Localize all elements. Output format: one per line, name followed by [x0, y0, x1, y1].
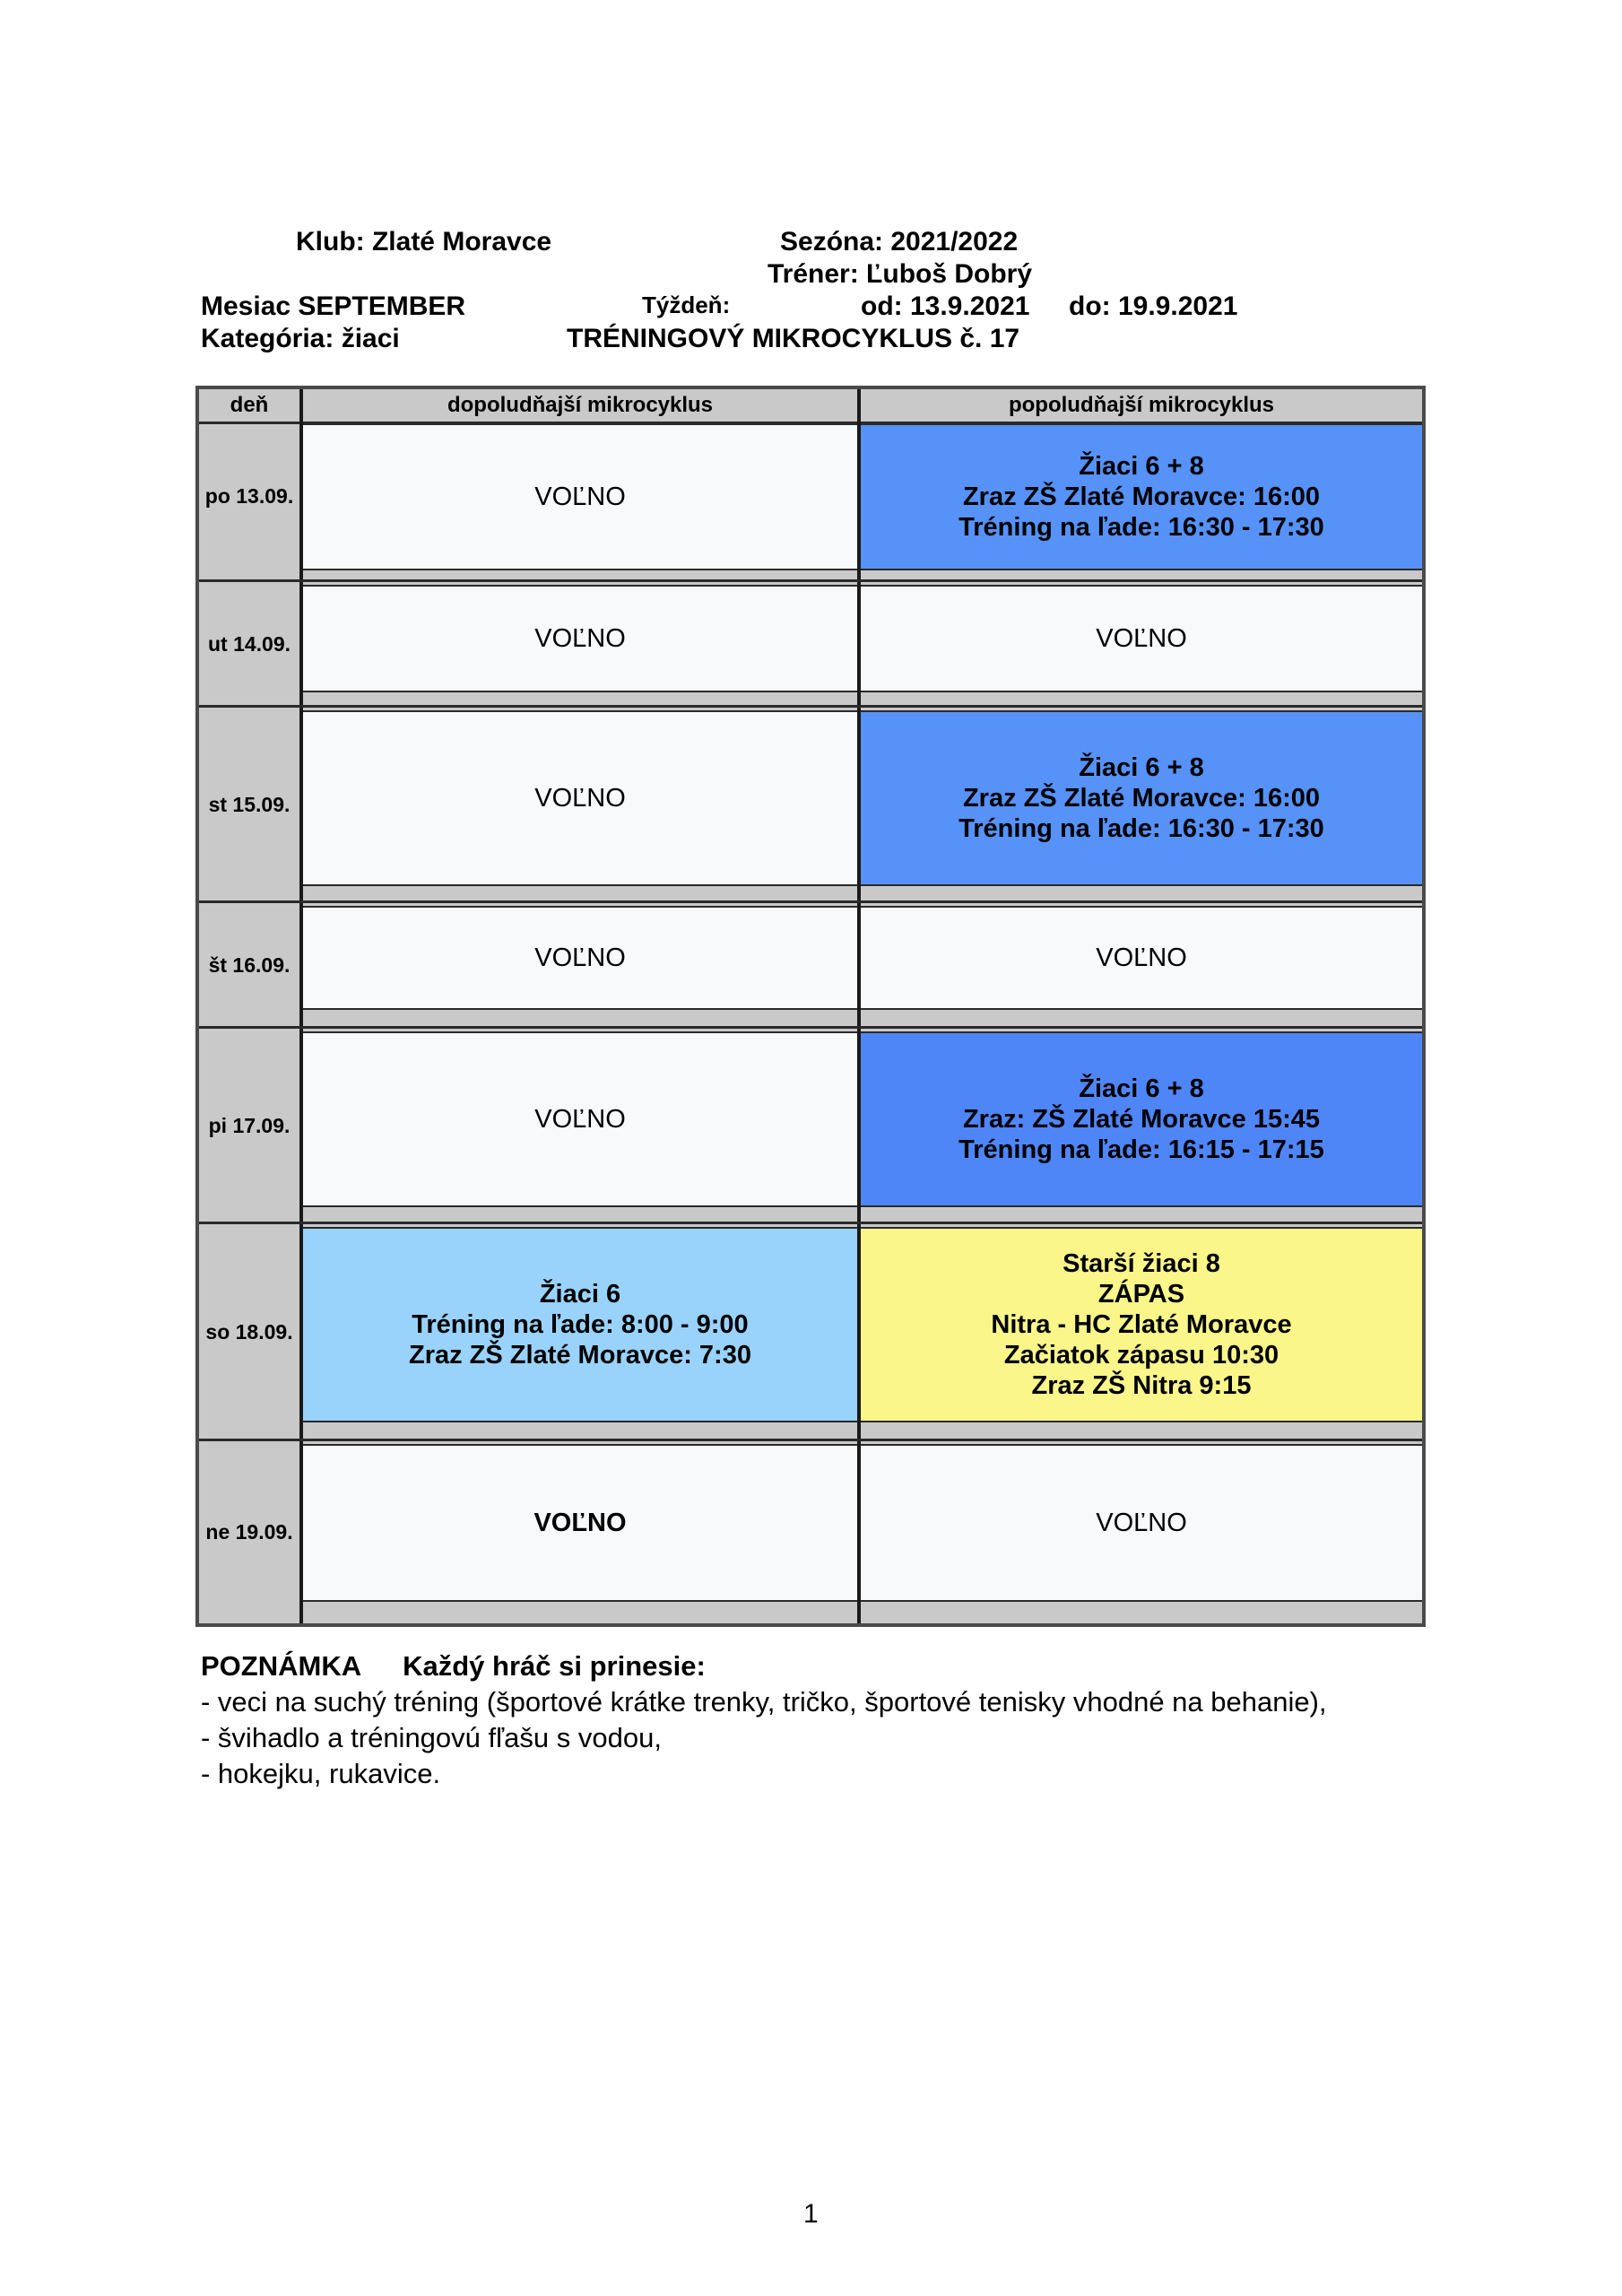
session-line: VOĽNO: [534, 624, 626, 653]
session-line: ZÁPAS: [1097, 1280, 1185, 1309]
session-line: Nitra - HC Zlaté Moravce: [991, 1310, 1292, 1339]
morning-session-cell: [303, 906, 857, 1010]
session-line: VOĽNO: [534, 944, 626, 972]
column-header-afternoon: popoludňajší mikrocyklus: [1008, 393, 1275, 417]
club-label: Klub: Zlaté Moravce: [296, 227, 552, 257]
session-line: Začiatok zápasu 10:30: [1003, 1341, 1279, 1370]
session-line: VOĽNO: [1096, 1509, 1187, 1537]
session-line: Tréning na ľade: 16:30 - 17:30: [958, 814, 1324, 843]
session-line: Žiaci 6 + 8: [1079, 452, 1204, 481]
day-label: ne 19.09.: [205, 1520, 293, 1544]
row-divider: [199, 579, 1422, 582]
column-header-day: deň: [230, 393, 269, 417]
row-divider: [199, 1222, 1422, 1224]
session-line: VOĽNO: [1096, 624, 1187, 653]
week-from: od: 13.9.2021: [861, 291, 1030, 321]
month-label: Mesiac SEPTEMBER: [201, 291, 466, 321]
afternoon-session-cell: [861, 585, 1422, 692]
morning-session-cell: [303, 1227, 857, 1422]
afternoon-session-cell: [861, 1444, 1422, 1602]
afternoon-session-cell: [861, 1227, 1422, 1422]
day-label: pi 17.09.: [208, 1114, 291, 1137]
session-line: VOĽNO: [534, 1105, 626, 1134]
session-line: Žiaci 6: [539, 1280, 621, 1309]
note-subtitle: Každý hráč si prinesie:: [403, 1650, 706, 1682]
day-label: st 15.09.: [208, 793, 291, 816]
session-line: VOĽNO: [1096, 944, 1187, 972]
morning-session-cell: [303, 423, 857, 570]
day-label: so 18.09.: [205, 1320, 293, 1344]
coach-label: Tréner: Ľuboš Dobrý: [768, 259, 1033, 289]
row-divider: [199, 900, 1422, 903]
session-line: Tréning na ľade: 16:15 - 17:15: [958, 1135, 1324, 1164]
session-line: Zraz: ZŠ Zlaté Moravce 15:45: [962, 1105, 1321, 1134]
session-line: Žiaci 6 + 8: [1079, 1074, 1204, 1103]
session-line: Zraz ZŠ Nitra 9:15: [1031, 1371, 1252, 1400]
schedule-table: [195, 386, 1426, 1627]
session-line: VOĽNO: [534, 784, 626, 813]
morning-session-cell: [303, 1444, 857, 1602]
session-line: VOĽNO: [533, 1509, 627, 1537]
season-label: Sezóna: 2021/2022: [780, 227, 1019, 257]
afternoon-session-cell: [861, 906, 1422, 1010]
column-header-morning: dopoludňajší mikrocyklus: [447, 393, 714, 417]
morning-session-cell: [303, 1031, 857, 1207]
session-line: Zraz ZŠ Zlaté Moravce: 7:30: [409, 1341, 751, 1370]
category-label: Kategória: žiaci: [201, 324, 400, 353]
session-line: Tréning na ľade: 16:30 - 17:30: [958, 513, 1324, 542]
day-label: št 16.09.: [208, 953, 291, 977]
note-title: POZNÁMKA: [201, 1650, 362, 1682]
day-label: ut 14.09.: [207, 632, 291, 656]
note-heading: [201, 1648, 706, 1684]
session-line: Tréning na ľade: 8:00 - 9:00: [412, 1310, 749, 1339]
session-line: Zraz ZŠ Zlaté Moravce: 16:00: [962, 483, 1321, 511]
morning-session-cell: [303, 585, 857, 692]
afternoon-session-cell: [861, 423, 1422, 570]
microcycle-title: TRÉNINGOVÝ MIKROCYKLUS č. 17: [567, 324, 1020, 353]
session-line: Starší žiaci 8: [1063, 1249, 1220, 1278]
session-line: Zraz ZŠ Zlaté Moravce: 16:00: [962, 784, 1321, 813]
day-label: po 13.09.: [204, 484, 294, 508]
afternoon-session-cell: [861, 710, 1422, 886]
session-line: Žiaci 6 + 8: [1079, 753, 1204, 782]
week-label: Týždeň:: [642, 291, 731, 318]
row-divider: [199, 1026, 1422, 1029]
afternoon-session-cell: [861, 1031, 1422, 1207]
row-divider: [199, 705, 1422, 708]
session-line: VOĽNO: [534, 483, 626, 511]
note-item: - švihadlo a tréningovú fľašu s vodou,: [201, 1722, 662, 1753]
note-item: - hokejku, rukavice.: [201, 1758, 441, 1789]
row-divider: [199, 1439, 1422, 1441]
morning-session-cell: [303, 710, 857, 886]
week-to: do: 19.9.2021: [1069, 291, 1238, 321]
note-item: - veci na suchý tréning (športové krátke trenky, tričko, športové tenisky vhodné na behanie),: [201, 1686, 1327, 1718]
page-number: 1: [803, 2199, 819, 2229]
